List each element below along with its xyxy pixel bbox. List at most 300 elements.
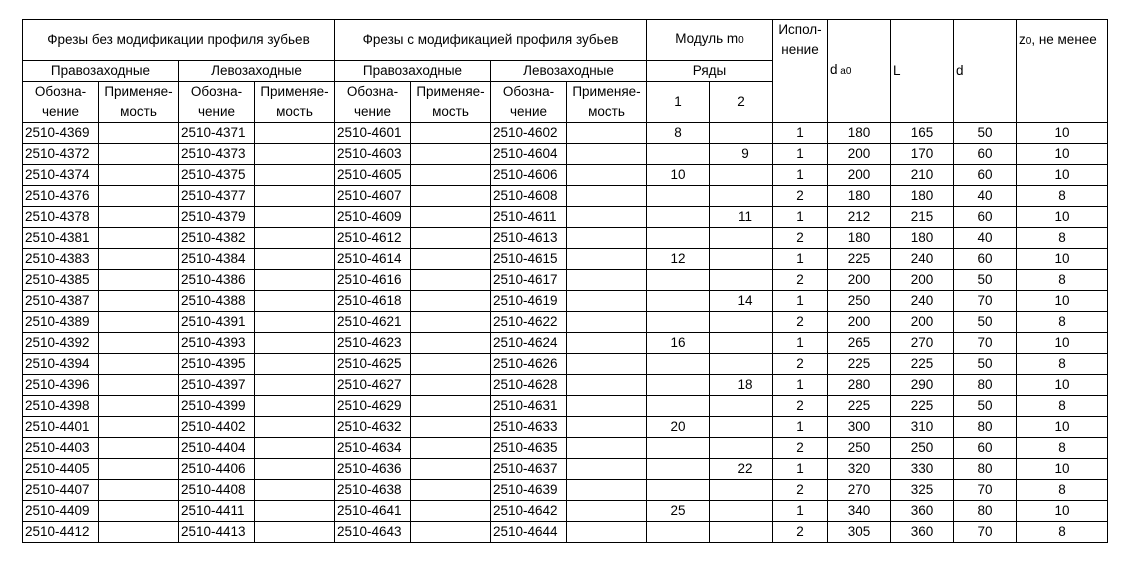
cell-d: 60 (954, 249, 1017, 270)
cell-right-mod-designation: 2510-4605 (335, 165, 411, 186)
cell-ispolnenie: 2 (773, 396, 828, 417)
table-row (23, 417, 1108, 438)
header-prim-3-line2: мость (432, 104, 469, 119)
cell-da0: 250 (828, 291, 891, 312)
cell-module-row1 (647, 144, 710, 165)
cell-right-mod-applicability (411, 270, 491, 291)
cell-right-mod-applicability (411, 417, 491, 438)
cell-d: 40 (954, 186, 1017, 207)
table-row (23, 522, 1108, 543)
cell-L: 250 (891, 438, 954, 459)
cell-right-mod-applicability (411, 396, 491, 417)
table-row (23, 459, 1108, 480)
cell-L: 225 (891, 354, 954, 375)
cell-ispolnenie: 1 (773, 333, 828, 354)
cell-da0: 340 (828, 501, 891, 522)
header-oboz-1-line2: чение (41, 104, 80, 119)
cell-ispolnenie: 1 (773, 459, 828, 480)
cell-right-mod-applicability (411, 480, 491, 501)
header-with-modification-label: Фрезы с модификацией профиля зубьев (362, 32, 619, 47)
cell-ispolnenie: 2 (773, 312, 828, 333)
cell-module-row2 (710, 501, 773, 522)
cell-right-no-mod-designation: 2510-4409 (23, 501, 99, 522)
header-rows-label: Ряды (692, 63, 727, 78)
cell-left-no-mod-designation: 2510-4373 (179, 144, 255, 165)
cell-da0: 250 (828, 438, 891, 459)
cell-ispolnenie: 2 (773, 228, 828, 249)
cell-ispolnenie: 2 (773, 354, 828, 375)
header-oboz-3 (335, 82, 411, 123)
table-row (23, 438, 1108, 459)
header-oboz-3-line1: Обозна- (346, 84, 399, 99)
cell-module-row1 (647, 186, 710, 207)
cell-right-no-mod-designation: 2510-4398 (23, 396, 99, 417)
header-da0-label: d (830, 62, 838, 77)
cell-left-mod-designation: 2510-4608 (491, 186, 567, 207)
cell-z0: 10 (1017, 501, 1108, 522)
cell-right-mod-designation: 2510-4621 (335, 312, 411, 333)
cell-module-row1 (647, 354, 710, 375)
cell-right-no-mod-applicability (99, 354, 179, 375)
cell-d: 70 (954, 333, 1017, 354)
cell-module-row2 (710, 333, 773, 354)
cell-ispolnenie: 1 (773, 207, 828, 228)
cell-z0: 10 (1017, 144, 1108, 165)
cell-right-no-mod-applicability (99, 501, 179, 522)
cell-module-row2 (710, 165, 773, 186)
cell-left-mod-designation: 2510-4617 (491, 270, 567, 291)
cell-ispolnenie: 1 (773, 417, 828, 438)
header-prim-1-line1: Применяе- (104, 84, 173, 99)
cell-left-no-mod-designation: 2510-4386 (179, 270, 255, 291)
cell-left-no-mod-designation: 2510-4388 (179, 291, 255, 312)
cell-L: 225 (891, 396, 954, 417)
cell-left-no-mod-designation: 2510-4399 (179, 396, 255, 417)
cell-d: 50 (954, 123, 1017, 144)
cell-left-no-mod-designation: 2510-4406 (179, 459, 255, 480)
cell-right-no-mod-designation: 2510-4405 (23, 459, 99, 480)
cell-left-no-mod-applicability (255, 459, 335, 480)
cell-L: 170 (891, 144, 954, 165)
cell-d: 80 (954, 375, 1017, 396)
cell-left-mod-applicability (567, 417, 647, 438)
cell-right-no-mod-designation: 2510-4376 (23, 186, 99, 207)
header-oboz-3-line2: чение (353, 104, 392, 119)
cell-right-mod-designation: 2510-4627 (335, 375, 411, 396)
cell-left-mod-applicability (567, 459, 647, 480)
cell-module-row1 (647, 207, 710, 228)
header-no-modification-label: Фрезы без модификации профиля зубьев (47, 32, 310, 47)
cell-right-no-mod-applicability (99, 438, 179, 459)
cell-module-row1: 12 (647, 249, 710, 270)
cell-left-no-mod-designation: 2510-4375 (179, 165, 255, 186)
cell-right-mod-designation: 2510-4603 (335, 144, 411, 165)
cell-L: 180 (891, 228, 954, 249)
cell-right-no-mod-applicability (99, 312, 179, 333)
cell-module-row1 (647, 480, 710, 501)
cell-left-mod-designation: 2510-4644 (491, 522, 567, 543)
cell-left-no-mod-applicability (255, 270, 335, 291)
cell-module-row1 (647, 522, 710, 543)
cell-left-mod-designation: 2510-4624 (491, 333, 567, 354)
cell-z0: 8 (1017, 396, 1108, 417)
cell-da0: 200 (828, 144, 891, 165)
cell-left-mod-applicability (567, 165, 647, 186)
cell-left-no-mod-applicability (255, 207, 335, 228)
header-oboz-4-line2: чение (509, 104, 548, 119)
table-row (23, 333, 1108, 354)
header-prim-3-line1: Применяе- (416, 84, 485, 99)
cell-d: 80 (954, 417, 1017, 438)
cell-left-no-mod-applicability (255, 291, 335, 312)
cell-right-no-mod-designation: 2510-4387 (23, 291, 99, 312)
cell-right-mod-designation: 2510-4638 (335, 480, 411, 501)
cell-right-mod-applicability (411, 501, 491, 522)
cell-right-mod-designation: 2510-4618 (335, 291, 411, 312)
cell-left-no-mod-applicability (255, 501, 335, 522)
cell-left-mod-applicability (567, 438, 647, 459)
header-da0-subscript: a0 (837, 66, 852, 77)
cell-left-no-mod-applicability (255, 228, 335, 249)
cell-right-no-mod-applicability (99, 291, 179, 312)
table-row (23, 144, 1108, 165)
cell-ispolnenie: 2 (773, 270, 828, 291)
cell-left-mod-designation: 2510-4635 (491, 438, 567, 459)
cell-left-no-mod-applicability (255, 480, 335, 501)
cell-left-no-mod-applicability (255, 417, 335, 438)
cell-left-no-mod-applicability (255, 144, 335, 165)
cell-d: 60 (954, 438, 1017, 459)
cell-left-mod-designation: 2510-4606 (491, 165, 567, 186)
cell-left-no-mod-applicability (255, 165, 335, 186)
cell-right-no-mod-applicability (99, 375, 179, 396)
cell-right-no-mod-applicability (99, 270, 179, 291)
cell-L: 200 (891, 270, 954, 291)
cell-d: 60 (954, 144, 1017, 165)
cell-module-row1: 10 (647, 165, 710, 186)
cell-d: 70 (954, 291, 1017, 312)
header-prim-4-line2: мость (588, 104, 625, 119)
cell-module-row1 (647, 291, 710, 312)
header-oboz-2 (179, 82, 255, 123)
cell-left-mod-applicability (567, 396, 647, 417)
table-row (23, 480, 1108, 501)
header-row-1 (647, 82, 710, 123)
cell-d: 70 (954, 522, 1017, 543)
cell-left-no-mod-designation: 2510-4413 (179, 522, 255, 543)
cell-L: 360 (891, 501, 954, 522)
cell-right-no-mod-designation: 2510-4372 (23, 144, 99, 165)
header-L-label: L (893, 63, 901, 78)
cell-z0: 8 (1017, 270, 1108, 291)
cell-L: 240 (891, 291, 954, 312)
cell-left-mod-applicability (567, 291, 647, 312)
cell-right-mod-designation: 2510-4612 (335, 228, 411, 249)
cell-right-no-mod-designation: 2510-4389 (23, 312, 99, 333)
cell-left-mod-applicability (567, 480, 647, 501)
cell-right-mod-applicability (411, 354, 491, 375)
cell-left-mod-designation: 2510-4611 (491, 207, 567, 228)
header-oboz-1-line1: Обозна- (34, 84, 87, 99)
cell-right-mod-designation: 2510-4632 (335, 417, 411, 438)
cell-left-mod-designation: 2510-4604 (491, 144, 567, 165)
cell-right-mod-applicability (411, 144, 491, 165)
header-prim-1-line2: мость (120, 104, 157, 119)
cell-z0: 10 (1017, 291, 1108, 312)
cell-module-row1 (647, 459, 710, 480)
cell-d: 50 (954, 312, 1017, 333)
cell-right-mod-applicability (411, 186, 491, 207)
header-ispolnenie (773, 20, 828, 123)
cell-right-no-mod-designation: 2510-4394 (23, 354, 99, 375)
table-row (23, 291, 1108, 312)
header-ispolnenie-line2: нение (781, 42, 819, 57)
cell-da0: 200 (828, 165, 891, 186)
cell-z0: 10 (1017, 249, 1108, 270)
cell-module-row2: 9 (710, 144, 773, 165)
cell-z0: 8 (1017, 438, 1108, 459)
cell-right-no-mod-applicability (99, 186, 179, 207)
cell-L: 180 (891, 186, 954, 207)
header-left-hand-1 (179, 61, 335, 82)
cell-right-mod-designation: 2510-4643 (335, 522, 411, 543)
header-row-1-label: 1 (674, 94, 682, 109)
cell-da0: 212 (828, 207, 891, 228)
header-prim-4 (567, 82, 647, 123)
table-row (23, 312, 1108, 333)
cell-module-row2 (710, 480, 773, 501)
cell-d: 50 (954, 270, 1017, 291)
cell-ispolnenie: 1 (773, 375, 828, 396)
cell-left-mod-applicability (567, 270, 647, 291)
header-module-label: Модуль m (675, 31, 739, 46)
cell-ispolnenie: 1 (773, 123, 828, 144)
cell-left-no-mod-applicability (255, 438, 335, 459)
cell-right-mod-designation: 2510-4616 (335, 270, 411, 291)
header-row-2 (710, 82, 773, 123)
cell-L: 240 (891, 249, 954, 270)
cell-z0: 8 (1017, 312, 1108, 333)
header-prim-3 (411, 82, 491, 123)
cell-L: 330 (891, 459, 954, 480)
cell-right-mod-applicability (411, 333, 491, 354)
cell-da0: 225 (828, 354, 891, 375)
cell-left-mod-designation: 2510-4615 (491, 249, 567, 270)
cell-left-no-mod-designation: 2510-4397 (179, 375, 255, 396)
header-d-label: d (956, 63, 964, 78)
cell-module-row1 (647, 312, 710, 333)
cell-right-mod-applicability (411, 438, 491, 459)
cell-left-mod-applicability (567, 144, 647, 165)
cell-left-no-mod-designation: 2510-4404 (179, 438, 255, 459)
header-prim-2-line2: мость (276, 104, 313, 119)
cell-right-no-mod-designation: 2510-4385 (23, 270, 99, 291)
cell-right-mod-designation: 2510-4601 (335, 123, 411, 144)
cell-right-no-mod-designation: 2510-4412 (23, 522, 99, 543)
cell-da0: 200 (828, 270, 891, 291)
cell-ispolnenie: 1 (773, 144, 828, 165)
cell-ispolnenie: 1 (773, 249, 828, 270)
cell-left-mod-applicability (567, 333, 647, 354)
header-z0-rest: , не менее (1031, 32, 1097, 47)
cell-d: 80 (954, 501, 1017, 522)
header-left-hand-2-label: Левозаходные (523, 63, 614, 78)
cell-module-row2 (710, 438, 773, 459)
cell-left-mod-applicability (567, 354, 647, 375)
cell-left-no-mod-designation: 2510-4402 (179, 417, 255, 438)
cell-right-no-mod-designation: 2510-4383 (23, 249, 99, 270)
cell-module-row2 (710, 186, 773, 207)
cell-left-mod-designation: 2510-4642 (491, 501, 567, 522)
cell-left-no-mod-designation: 2510-4379 (179, 207, 255, 228)
table-container (22, 19, 1108, 543)
cell-L: 215 (891, 207, 954, 228)
cell-da0: 300 (828, 417, 891, 438)
cell-z0: 8 (1017, 522, 1108, 543)
header-oboz-2-line2: чение (197, 104, 236, 119)
cell-module-row2: 18 (710, 375, 773, 396)
cell-right-no-mod-designation: 2510-4381 (23, 228, 99, 249)
cell-module-row1: 8 (647, 123, 710, 144)
cell-z0: 8 (1017, 354, 1108, 375)
header-no-modification (23, 20, 335, 61)
header-oboz-2-line1: Обозна- (190, 84, 243, 99)
cell-da0: 180 (828, 186, 891, 207)
header-L (891, 20, 954, 123)
cell-left-no-mod-designation: 2510-4384 (179, 249, 255, 270)
cell-z0: 10 (1017, 333, 1108, 354)
cell-left-mod-applicability (567, 312, 647, 333)
cell-right-no-mod-applicability (99, 333, 179, 354)
cell-ispolnenie: 1 (773, 165, 828, 186)
cell-ispolnenie: 2 (773, 522, 828, 543)
cell-left-mod-designation: 2510-4639 (491, 480, 567, 501)
cell-L: 325 (891, 480, 954, 501)
cell-right-mod-designation: 2510-4607 (335, 186, 411, 207)
cell-z0: 8 (1017, 228, 1108, 249)
cell-left-mod-designation: 2510-4619 (491, 291, 567, 312)
cell-right-no-mod-designation: 2510-4403 (23, 438, 99, 459)
cell-right-mod-applicability (411, 165, 491, 186)
header-z0-subscript: 0 (1025, 36, 1032, 47)
cell-ispolnenie: 2 (773, 186, 828, 207)
cell-left-mod-designation: 2510-4633 (491, 417, 567, 438)
table-row (23, 354, 1108, 375)
cell-d: 50 (954, 396, 1017, 417)
cell-module-row1: 20 (647, 417, 710, 438)
header-module-subscript: 0 (738, 35, 744, 46)
cell-left-mod-designation: 2510-4622 (491, 312, 567, 333)
cell-d: 60 (954, 165, 1017, 186)
cell-left-mod-designation: 2510-4637 (491, 459, 567, 480)
cell-right-no-mod-designation: 2510-4378 (23, 207, 99, 228)
cell-right-no-mod-applicability (99, 396, 179, 417)
table-row (23, 249, 1108, 270)
cell-right-no-mod-designation: 2510-4374 (23, 165, 99, 186)
header-ispolnenie-line1: Испол- (778, 22, 822, 37)
cell-left-mod-applicability (567, 123, 647, 144)
header-left-hand-1-label: Левозаходные (211, 63, 302, 78)
cell-L: 360 (891, 522, 954, 543)
cell-right-mod-applicability (411, 459, 491, 480)
header-right-hand-1 (23, 61, 179, 82)
cell-da0: 180 (828, 228, 891, 249)
header-with-modification (335, 20, 647, 61)
cell-left-no-mod-designation: 2510-4382 (179, 228, 255, 249)
cell-left-mod-designation: 2510-4628 (491, 375, 567, 396)
cell-right-mod-applicability (411, 249, 491, 270)
cell-L: 290 (891, 375, 954, 396)
header-z0-label: z (1019, 32, 1026, 47)
table-row (23, 501, 1108, 522)
cell-left-mod-applicability (567, 249, 647, 270)
cell-z0: 10 (1017, 375, 1108, 396)
cell-module-row1: 16 (647, 333, 710, 354)
header-oboz-4-line1: Обозна- (502, 84, 555, 99)
cell-da0: 180 (828, 123, 891, 144)
cell-L: 165 (891, 123, 954, 144)
cell-z0: 8 (1017, 480, 1108, 501)
header-module (647, 20, 773, 61)
cell-left-no-mod-applicability (255, 396, 335, 417)
cell-module-row2 (710, 417, 773, 438)
header-prim-2-line1: Применяе- (260, 84, 329, 99)
header-row-2-label: 2 (737, 94, 745, 109)
cell-module-row2: 22 (710, 459, 773, 480)
cell-left-no-mod-applicability (255, 375, 335, 396)
cell-right-mod-applicability (411, 123, 491, 144)
cell-left-no-mod-designation: 2510-4411 (179, 501, 255, 522)
cell-da0: 280 (828, 375, 891, 396)
cell-left-mod-designation: 2510-4613 (491, 228, 567, 249)
cell-right-mod-designation: 2510-4609 (335, 207, 411, 228)
header-prim-2 (255, 82, 335, 123)
cell-da0: 200 (828, 312, 891, 333)
cell-da0: 225 (828, 396, 891, 417)
cell-left-mod-designation: 2510-4631 (491, 396, 567, 417)
cell-ispolnenie: 2 (773, 438, 828, 459)
cell-right-no-mod-designation: 2510-4392 (23, 333, 99, 354)
cell-left-mod-designation: 2510-4626 (491, 354, 567, 375)
cell-right-mod-applicability (411, 312, 491, 333)
cell-left-no-mod-applicability (255, 123, 335, 144)
cell-left-no-mod-designation: 2510-4393 (179, 333, 255, 354)
cell-left-no-mod-designation: 2510-4391 (179, 312, 255, 333)
cell-right-mod-designation: 2510-4634 (335, 438, 411, 459)
cell-right-no-mod-applicability (99, 249, 179, 270)
cell-da0: 270 (828, 480, 891, 501)
cell-right-no-mod-designation: 2510-4369 (23, 123, 99, 144)
cell-left-no-mod-applicability (255, 333, 335, 354)
header-right-hand-2-label: Правозаходные (362, 63, 463, 78)
cell-left-no-mod-applicability (255, 312, 335, 333)
cell-L: 310 (891, 417, 954, 438)
cell-module-row2 (710, 249, 773, 270)
header-da0 (828, 20, 891, 123)
table-row (23, 228, 1108, 249)
cell-right-mod-designation: 2510-4614 (335, 249, 411, 270)
table-row (23, 186, 1108, 207)
cell-right-no-mod-designation: 2510-4401 (23, 417, 99, 438)
header-left-hand-2 (491, 61, 647, 82)
cell-z0: 10 (1017, 459, 1108, 480)
cell-z0: 10 (1017, 165, 1108, 186)
cell-ispolnenie: 1 (773, 291, 828, 312)
cell-left-no-mod-designation: 2510-4408 (179, 480, 255, 501)
cell-right-mod-designation: 2510-4625 (335, 354, 411, 375)
table-row (23, 270, 1108, 291)
header-oboz-1 (23, 82, 99, 123)
